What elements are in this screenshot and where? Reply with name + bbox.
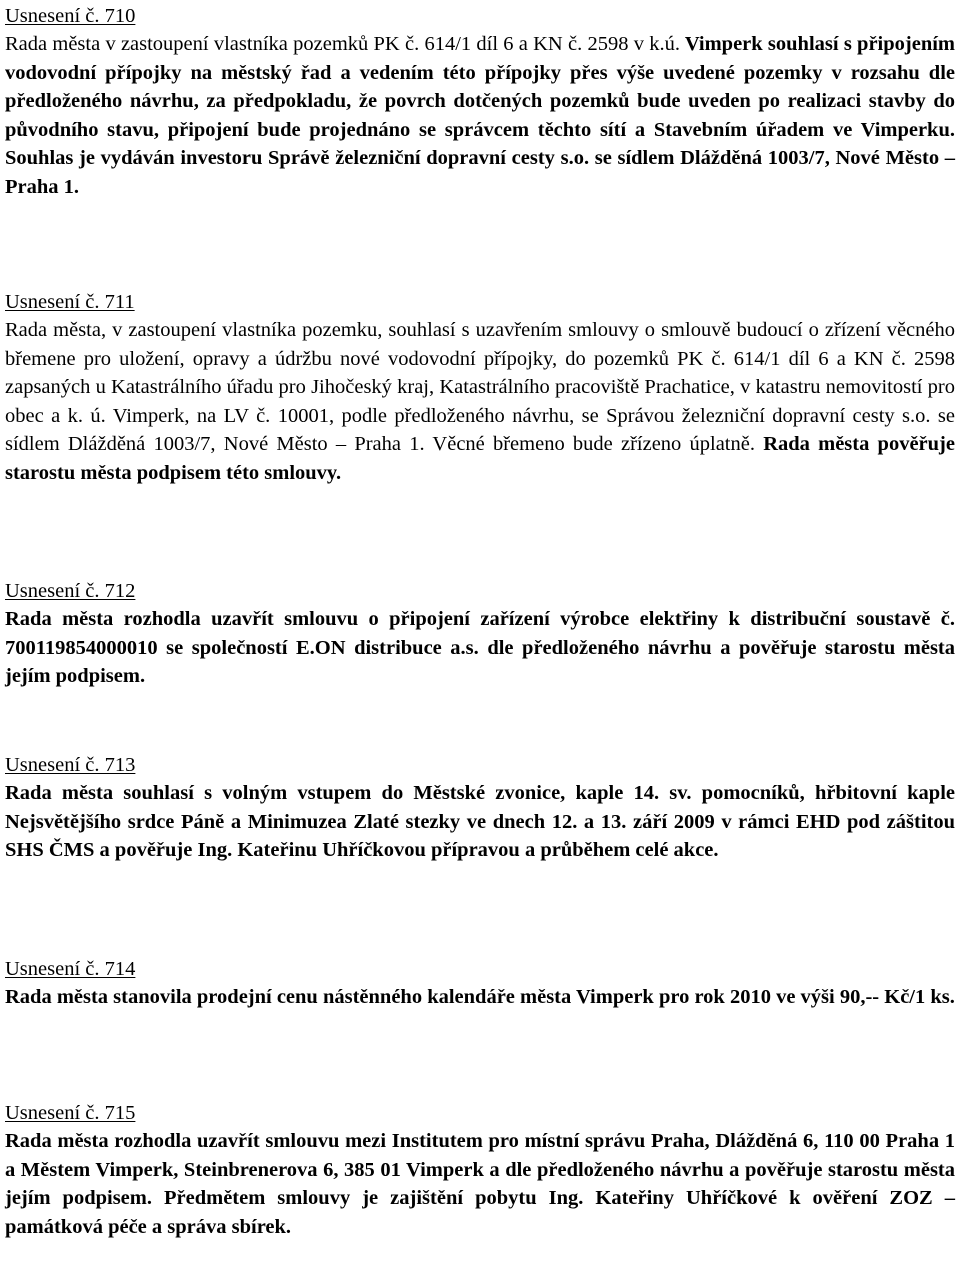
resolution-main-text: Rada města rozhodla uzavřít smlouvu o připojení zařízení výrobce elektřiny k distribuční soustavě č. 700119854000010 se společností E.ON distribuce a.s. dle předloženého návrhu a pověřuje starostu města jejím podpisem. [5,608,955,688]
resolution-713 [5,752,955,865]
resolution-712 [5,578,955,691]
resolution-main-text: Rada města pověřuje starostu města podpisem této smlouvy. [5,433,955,484]
resolution-text [5,1127,955,1241]
resolution-heading: Usnesení č. 713 [5,754,136,776]
resolution-heading: Usnesení č. 714 [5,958,136,980]
resolution-lead-text: Rada města v zastoupení vlastníka pozemků PK č. 614/1 díl 6 a KN č. 2598 v k.ú. [5,33,680,55]
resolution-710 [5,3,955,202]
resolution-text [5,30,955,202]
resolution-main-text: Rada města souhlasí s volným vstupem do Městské zvonice, kaple 14. sv. pomocníků, hřbitovní kaple Nejsvětějšího srdce Páně a Minimuzea Zlaté stezky ve dnech 12. a 13. září 2009 v rámci EHD pod záštitou SHS ČMS a pověřuje Ing. Kateřinu Uhříčkovou přípravou a průběhem celé akce. [5,782,955,862]
resolution-text [5,316,955,488]
resolution-heading: Usnesení č. 712 [5,580,136,602]
resolution-text [5,779,955,865]
resolution-714 [5,956,955,1012]
resolution-heading: Usnesení č. 711 [5,291,135,313]
resolution-715 [5,1100,955,1241]
resolution-heading: Usnesení č. 710 [5,5,136,27]
resolution-main-text: Vimperk souhlasí s připojením vodovodní přípojky na městský řad a vedením této přípojky přes výše uvedené pozemky v rozsahu dle předloženého návrhu, za předpokladu, že povrch dotčených pozemků bude uveden po realizaci stavby do původního stavu, připojení bude projednáno se správcem těchto sítí a Stavebním úřadem ve Vimperku. Souhlas je vydáván investoru Správě železniční dopravní cesty s.o. se sídlem Dlážděná 1003/7, Nové Město – Praha 1. [5,33,955,198]
resolution-heading: Usnesení č. 715 [5,1102,136,1124]
resolution-main-text: Rada města stanovila prodejní cenu nástěnného kalendáře města Vimperk pro rok 2010 ve výši 90,-- Kč/1 ks. [5,986,955,1008]
resolution-text [5,605,955,691]
resolution-main-text: Rada města rozhodla uzavřít smlouvu mezi Institutem pro místní správu Praha, Dlážděná 6, 110 00 Praha 1 a Městem Vimperk, Steinbrenerova 6, 385 01 Vimperk a dle předloženého návrhu a pověřuje starostu města jejím podpisem. Předmětem smlouvy je zajištění pobytu Ing. Kateřiny Uhříčkové k ověření ZOZ – památková péče a správa sbírek. [5,1130,955,1238]
resolution-711 [5,289,955,488]
resolution-text [5,983,955,1012]
resolution-lead-text: Rada města, v zastoupení vlastníka pozemku, souhlasí s uzavřením smlouvy o smlouvě budoucí o zřízení věcného břemene pro uložení, opravy a údržbu nové vodovodní přípojky, do pozemků PK č. 614/1 díl 6 a KN č. 2598 zapsaných u Katastrálního úřadu pro Jihočeský kraj, Katastrálního pracoviště Prachatice, v katastru nemovitostí pro obec a k. ú. Vimperk, na LV č. 10001, podle předloženého návrhu, se Správou železniční dopravní cesty s.o. se sídlem Dlážděná 1003/7, Nové Město – Praha 1. Věcné břemeno bude zřízeno úplatně. [5,319,955,456]
